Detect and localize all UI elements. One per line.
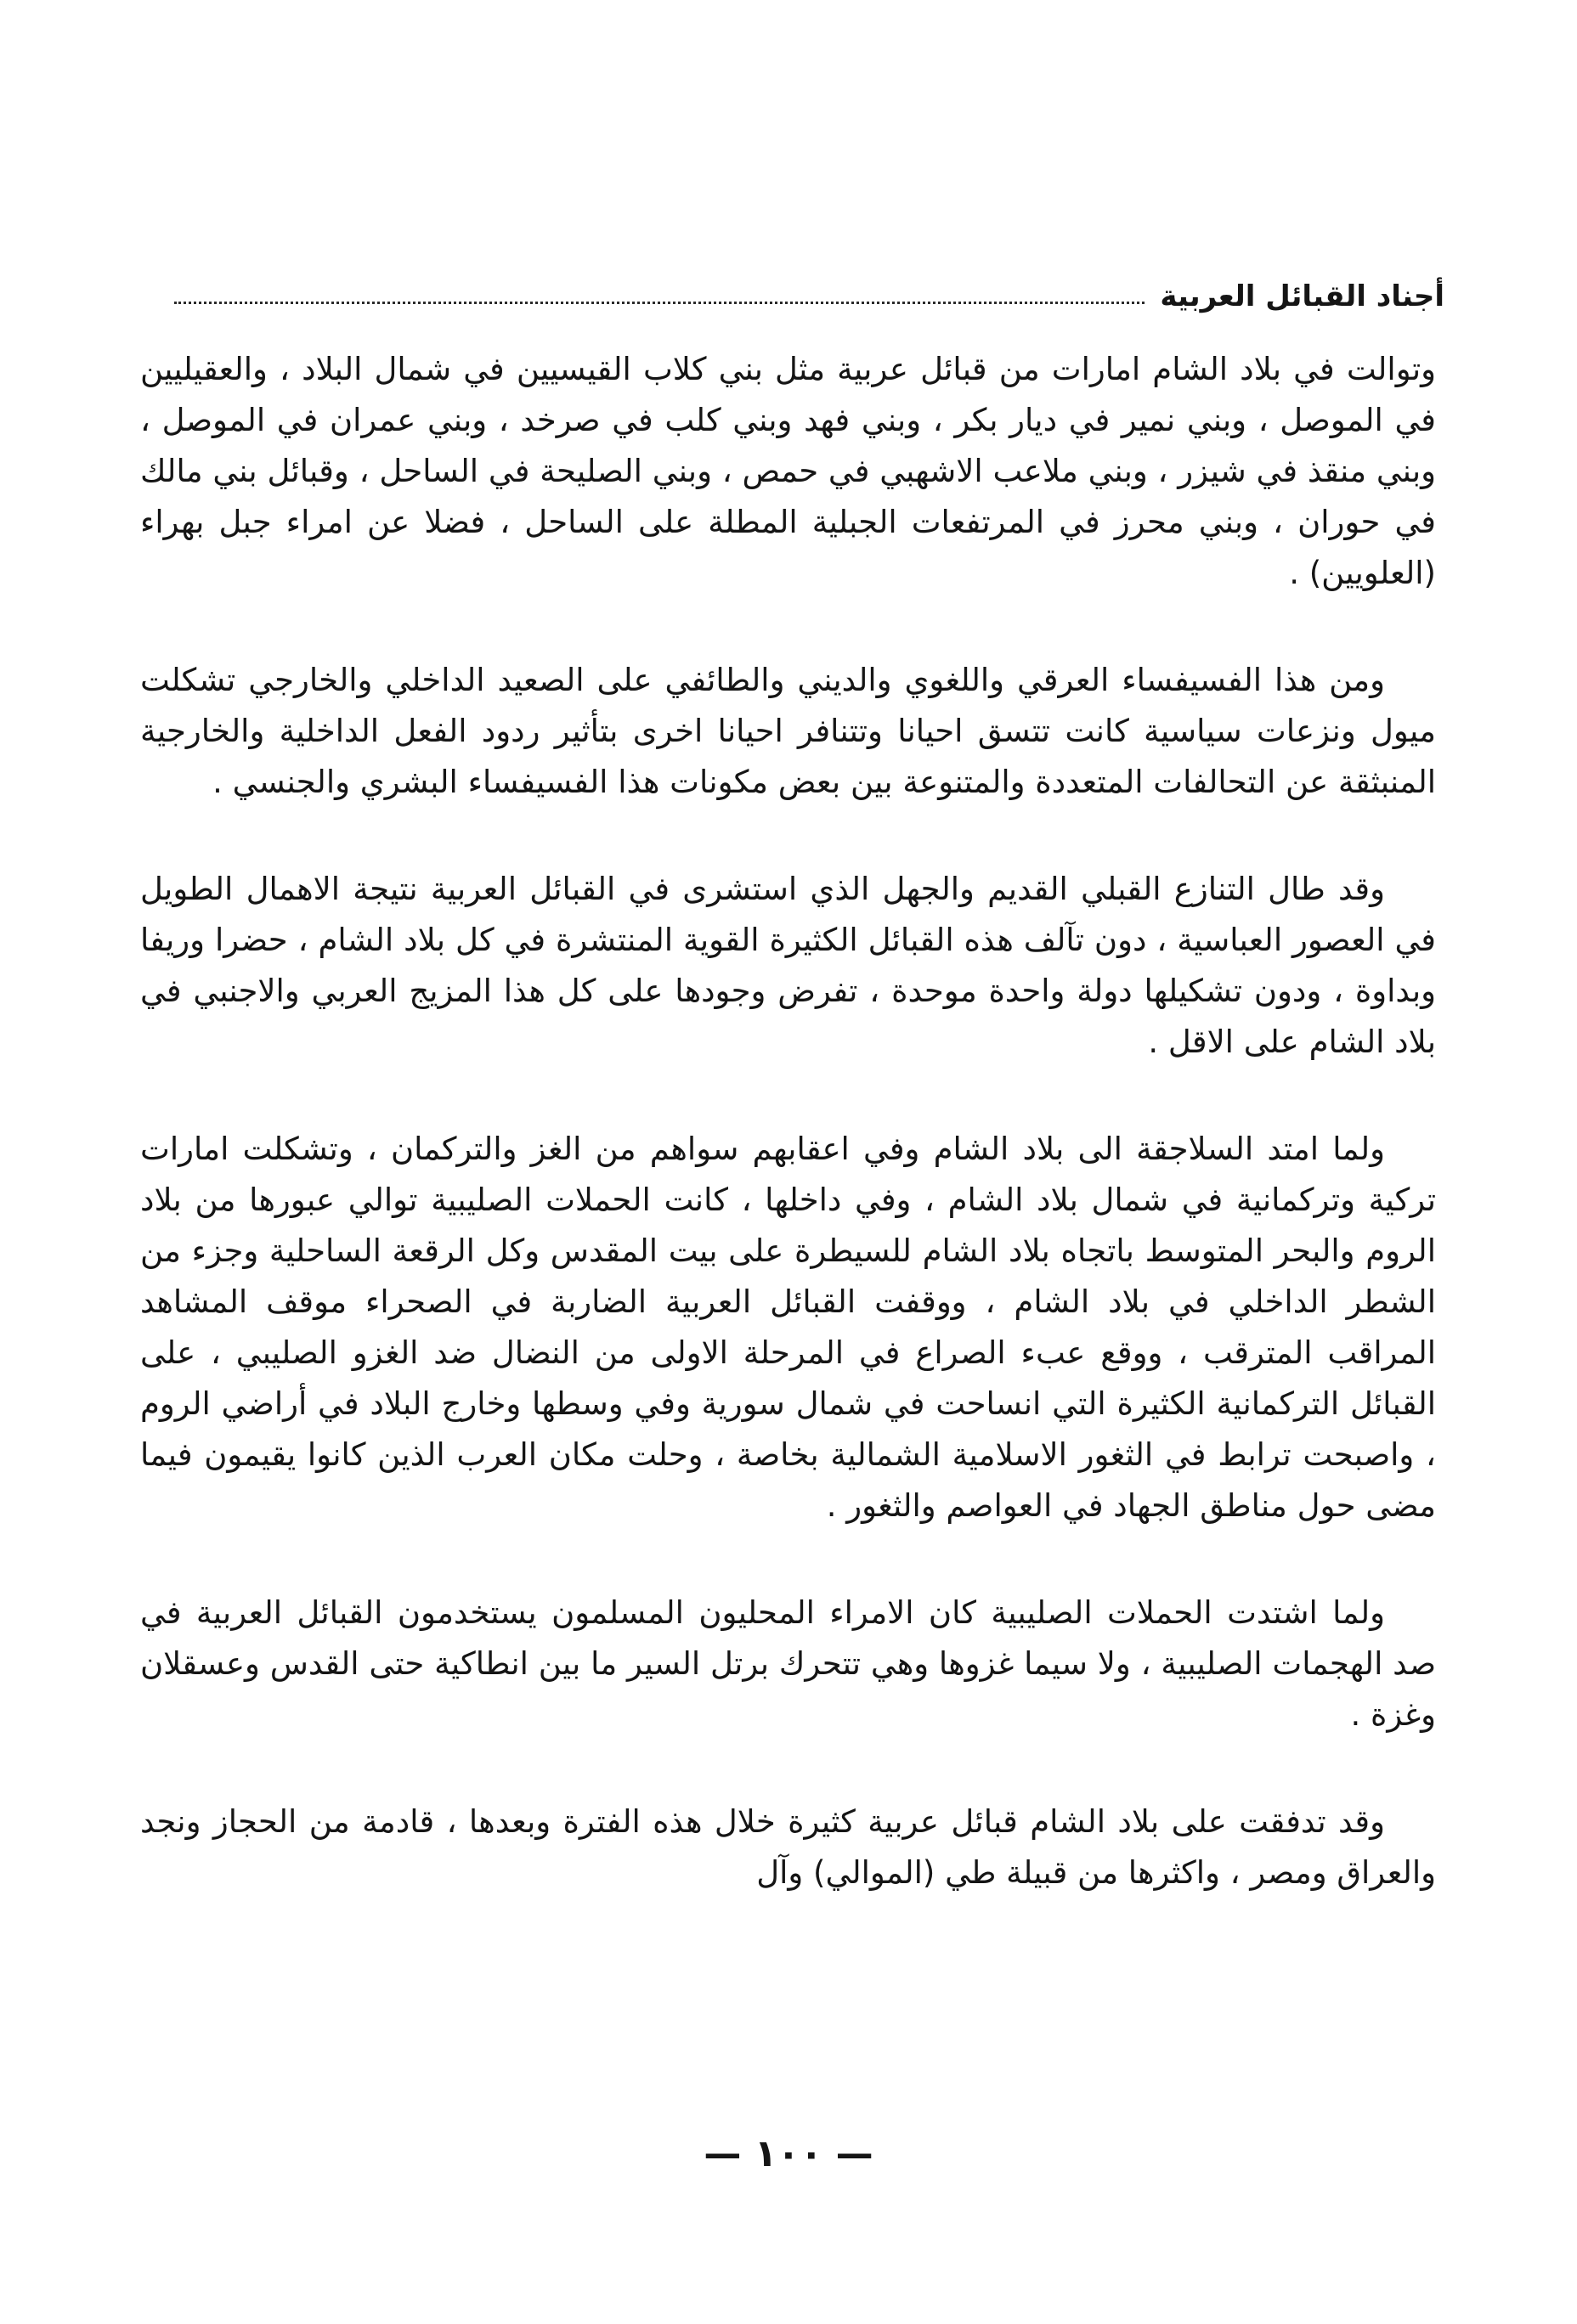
paragraph-5: ولما اشتدت الحملات الصليبية كان الامراء المحليون المسلمون يستخدمون القبائل العربية في صد الهجمات الصليبية ، ولا سيما غزوها وهي تتحرك برتل السير ما بين انطاكية حتى القدس وعسقلان وغزة . — [140, 1594, 1436, 1733]
body-text — [140, 344, 1436, 1898]
running-header — [174, 270, 1444, 311]
page-number: — ١٠٠ — — [704, 2132, 873, 2175]
paragraph-6: وقد تدفقت على بلاد الشام قبائل عربية كثيرة خلال هذه الفترة وبعدها ، قادمة من الحجاز ونجد والعراق ومصر ، واكثرها من قبيلة طي (الموالي) وآل — [140, 1803, 1436, 1891]
paragraph-3: وقد طال التنازع القبلي القديم والجهل الذي استشرى في القبائل العربية نتيجة الاهمال الطويل في العصور العباسية ، دون تآلف هذه القبائل الكثيرة القوية المنتشرة في كل بلاد الشام ، حضرا وريفا وبداوة ، ودون تشكيلها دولة واحدة موحدة ، تفرض وجودها على كل هذا المزيج العربي والاجنبي في بلاد الشام على الاقل . — [140, 871, 1436, 1060]
paragraph-1: وتوالت في بلاد الشام امارات من قبائل عربية مثل بني كلاب القيسيين في شمال البلاد ، والعقيليين في الموصل ، وبني نمير في ديار بكر ، وبني فهد وبني كلب في صرخد ، وبني عمران في الموصل ، وبني منقذ في شيزر ، وبني ملاعب الاشهبي في حمص ، وبني الصليحة في الساحل ، وقبائل بني مالك في حوران ، وبني محرز في المرتفعات الجبلية المطلة على الساحل ، فضلا عن امراء جبل بهراء (العلويين) . — [140, 351, 1436, 591]
paragraph-2: ومن هذا الفسيفساء العرقي واللغوي والديني والطائفي على الصعيد الداخلي والخارجي تشكلت ميول ونزعات سياسية كانت تتسق احيانا وتتنافر احيانا اخرى بتأثير ردود الفعل الداخلية والخارجية المنبثقة عن التحالفات المتعددة والمتنوعة بين بعض مكونات هذا الفسيفساء البشري والجنسي . — [140, 662, 1436, 800]
running-title: أجناد القبائل العربية — [1160, 279, 1444, 313]
header-dotted-rule — [174, 302, 1145, 304]
paragraph-4: ولما امتد السلاجقة الى بلاد الشام وفي اعقابهم سواهم من الغز والتركمان ، وتشكلت امارات تركية وتركمانية في شمال بلاد الشام ، وفي داخلها ، كانت الحملات الصليبية توالي عبورها من بلاد الروم والبحر المتوسط باتجاه بلاد الشام للسيطرة على بيت المقدس وكل الرقعة الساحلية وجزء من الشطر الداخلي في بلاد الشام ، ووقفت القبائل العربية الضاربة في الصحراء موقف المشاهد المراقب المترقب ، ووقع عبء الصراع في المرحلة الاولى من النضال ضد الغزو الصليبي ، على القبائل التركمانية الكثيرة التي انساحت في شمال سورية وفي وسطها وخارج البلاد في أراضي الروم ، واصبحت ترابط في الثغور الاسلامية الشمالية بخاصة ، وحلت مكان العرب الذين كانوا يقيمون فيما مضى حول مناطق الجهاد في العواصم والثغور . — [140, 1131, 1436, 1524]
